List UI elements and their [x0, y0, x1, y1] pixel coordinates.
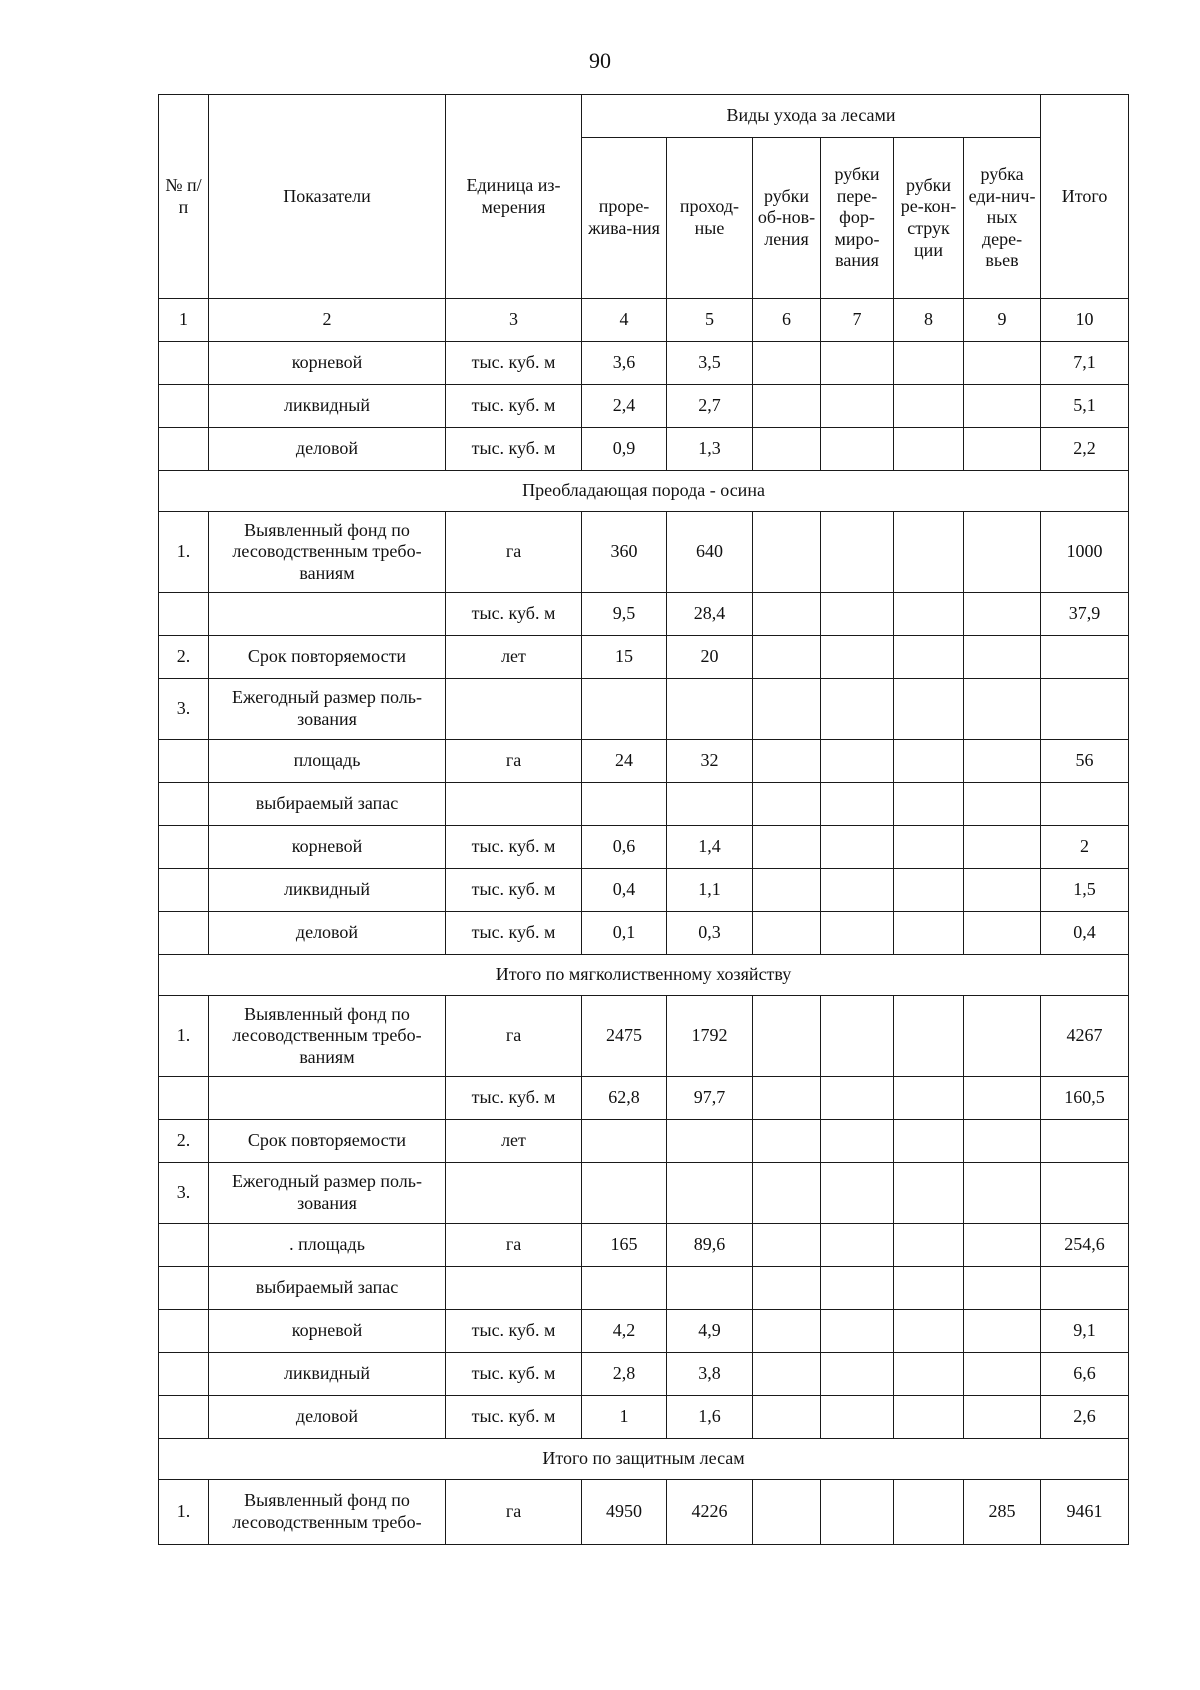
cell-total: 160,5	[1041, 1077, 1129, 1120]
row-num	[159, 912, 209, 955]
cell-single-trees	[964, 679, 1041, 740]
row-num	[159, 826, 209, 869]
cell-single-trees	[964, 1310, 1041, 1353]
cell-reformation	[821, 679, 894, 740]
cell-renewal	[753, 593, 821, 636]
row-indicator: деловой	[209, 912, 446, 955]
cell-reconstruction	[894, 1224, 964, 1267]
row-num	[159, 1077, 209, 1120]
cell-renewal	[753, 385, 821, 428]
cell-total: 1,5	[1041, 869, 1129, 912]
table-row	[159, 1480, 1129, 1545]
page-number: 90	[589, 48, 611, 73]
section-row	[159, 471, 1129, 512]
cell-renewal	[753, 1120, 821, 1163]
cell-reconstruction	[894, 1163, 964, 1224]
row-indicator: корневой	[209, 826, 446, 869]
cell-passage: 32	[667, 740, 753, 783]
header-care-types: Виды ухода за лесами	[582, 95, 1041, 138]
table-body	[159, 299, 1129, 1545]
cell-single-trees	[964, 1353, 1041, 1396]
cell-passage: 1792	[667, 996, 753, 1077]
cell-reformation	[821, 512, 894, 593]
cell-single-trees	[964, 912, 1041, 955]
cell-single-trees	[964, 428, 1041, 471]
header-thinning: проре-жива-ния	[582, 138, 667, 299]
cell-reformation	[821, 1120, 894, 1163]
column-number: 3	[446, 299, 582, 342]
table-row	[159, 826, 1129, 869]
cell-renewal	[753, 342, 821, 385]
row-unit: тыс. куб. м	[446, 593, 582, 636]
cell-thinning: 0,4	[582, 869, 667, 912]
cell-total: 7,1	[1041, 342, 1129, 385]
cell-total	[1041, 1163, 1129, 1224]
cell-thinning: 360	[582, 512, 667, 593]
cell-thinning: 0,6	[582, 826, 667, 869]
table-row	[159, 1224, 1129, 1267]
row-num	[159, 1224, 209, 1267]
cell-thinning: 9,5	[582, 593, 667, 636]
cell-reformation	[821, 385, 894, 428]
row-unit: тыс. куб. м	[446, 1077, 582, 1120]
cell-thinning: 2,8	[582, 1353, 667, 1396]
row-num: 2.	[159, 1120, 209, 1163]
cell-reconstruction	[894, 1480, 964, 1545]
cell-reformation	[821, 869, 894, 912]
cell-passage: 640	[667, 512, 753, 593]
cell-total: 6,6	[1041, 1353, 1129, 1396]
cell-passage: 4226	[667, 1480, 753, 1545]
cell-thinning: 0,1	[582, 912, 667, 955]
table-row	[159, 1120, 1129, 1163]
row-unit: тыс. куб. м	[446, 912, 582, 955]
cell-renewal	[753, 1163, 821, 1224]
cell-thinning: 62,8	[582, 1077, 667, 1120]
cell-total: 9,1	[1041, 1310, 1129, 1353]
table-row	[159, 636, 1129, 679]
cell-passage: 2,7	[667, 385, 753, 428]
row-num	[159, 1396, 209, 1439]
table-row	[159, 1077, 1129, 1120]
cell-reconstruction	[894, 912, 964, 955]
row-indicator: Выявленный фонд по лесоводственным требо-ваниям	[209, 996, 446, 1077]
column-number: 8	[894, 299, 964, 342]
table-row	[159, 783, 1129, 826]
cell-passage: 1,6	[667, 1396, 753, 1439]
cell-reformation	[821, 428, 894, 471]
cell-reconstruction	[894, 385, 964, 428]
cell-total: 0,4	[1041, 912, 1129, 955]
column-number: 10	[1041, 299, 1129, 342]
cell-reconstruction	[894, 636, 964, 679]
cell-single-trees	[964, 740, 1041, 783]
cell-single-trees	[964, 1267, 1041, 1310]
cell-single-trees: 285	[964, 1480, 1041, 1545]
row-unit	[446, 783, 582, 826]
cell-passage	[667, 679, 753, 740]
table-row	[159, 512, 1129, 593]
header-unit: Единица из-мерения	[446, 95, 582, 299]
cell-thinning: 15	[582, 636, 667, 679]
cell-reformation	[821, 1224, 894, 1267]
cell-total	[1041, 1120, 1129, 1163]
table-row	[159, 428, 1129, 471]
cell-reconstruction	[894, 679, 964, 740]
cell-reconstruction	[894, 1077, 964, 1120]
cell-reconstruction	[894, 869, 964, 912]
cell-passage: 89,6	[667, 1224, 753, 1267]
cell-reformation	[821, 996, 894, 1077]
cell-reformation	[821, 1396, 894, 1439]
cell-passage	[667, 783, 753, 826]
cell-thinning	[582, 783, 667, 826]
table-row	[159, 342, 1129, 385]
column-number: 6	[753, 299, 821, 342]
table-row	[159, 996, 1129, 1077]
row-num: 3.	[159, 1163, 209, 1224]
cell-passage: 3,8	[667, 1353, 753, 1396]
row-indicator: ликвидный	[209, 1353, 446, 1396]
cell-renewal	[753, 1353, 821, 1396]
cell-thinning: 2,4	[582, 385, 667, 428]
row-indicator: Выявленный фонд по лесоводственным требо-	[209, 1480, 446, 1545]
row-unit: лет	[446, 636, 582, 679]
row-num	[159, 1353, 209, 1396]
column-numbers-row	[159, 299, 1129, 342]
cell-reformation	[821, 342, 894, 385]
cell-reconstruction	[894, 342, 964, 385]
cell-single-trees	[964, 1163, 1041, 1224]
cell-single-trees	[964, 996, 1041, 1077]
section-title: Итого по мягколиственному хозяйству	[159, 955, 1129, 996]
row-num	[159, 593, 209, 636]
row-indicator: деловой	[209, 1396, 446, 1439]
cell-thinning: 4950	[582, 1480, 667, 1545]
cell-single-trees	[964, 385, 1041, 428]
cell-renewal	[753, 512, 821, 593]
row-unit: тыс. куб. м	[446, 1310, 582, 1353]
column-number: 5	[667, 299, 753, 342]
cell-renewal	[753, 996, 821, 1077]
cell-passage: 1,3	[667, 428, 753, 471]
cell-thinning	[582, 1163, 667, 1224]
cell-single-trees	[964, 783, 1041, 826]
cell-reformation	[821, 1480, 894, 1545]
cell-renewal	[753, 1480, 821, 1545]
row-indicator: ликвидный	[209, 385, 446, 428]
row-unit	[446, 1267, 582, 1310]
row-indicator: Выявленный фонд по лесоводственным требо-ваниям	[209, 512, 446, 593]
cell-passage: 20	[667, 636, 753, 679]
cell-reformation	[821, 1310, 894, 1353]
cell-renewal	[753, 740, 821, 783]
table-row	[159, 1396, 1129, 1439]
table-row	[159, 740, 1129, 783]
cell-single-trees	[964, 1077, 1041, 1120]
column-number: 2	[209, 299, 446, 342]
forest-care-table	[158, 94, 1129, 1545]
cell-thinning	[582, 1120, 667, 1163]
row-unit	[446, 1163, 582, 1224]
cell-total	[1041, 636, 1129, 679]
cell-renewal	[753, 912, 821, 955]
cell-passage: 3,5	[667, 342, 753, 385]
row-indicator: корневой	[209, 342, 446, 385]
table-row	[159, 1163, 1129, 1224]
row-num	[159, 1267, 209, 1310]
cell-reformation	[821, 912, 894, 955]
cell-reformation	[821, 740, 894, 783]
cell-renewal	[753, 1077, 821, 1120]
table-row	[159, 385, 1129, 428]
row-num: 3.	[159, 679, 209, 740]
cell-renewal	[753, 783, 821, 826]
header-renewal: рубки об-нов-ления	[753, 138, 821, 299]
cell-reconstruction	[894, 1396, 964, 1439]
cell-single-trees	[964, 342, 1041, 385]
row-indicator: площадь	[209, 740, 446, 783]
row-indicator: выбираемый запас	[209, 783, 446, 826]
cell-renewal	[753, 1310, 821, 1353]
cell-thinning: 2475	[582, 996, 667, 1077]
row-indicator	[209, 1077, 446, 1120]
cell-renewal	[753, 428, 821, 471]
row-unit: га	[446, 996, 582, 1077]
section-row	[159, 1439, 1129, 1480]
row-num: 1.	[159, 1480, 209, 1545]
cell-passage: 1,4	[667, 826, 753, 869]
table-row	[159, 912, 1129, 955]
cell-reconstruction	[894, 428, 964, 471]
cell-single-trees	[964, 1120, 1041, 1163]
cell-reconstruction	[894, 1310, 964, 1353]
column-number: 4	[582, 299, 667, 342]
cell-single-trees	[964, 826, 1041, 869]
cell-reformation	[821, 1353, 894, 1396]
section-title: Итого по защитным лесам	[159, 1439, 1129, 1480]
row-unit: га	[446, 1224, 582, 1267]
table-row	[159, 1353, 1129, 1396]
header-reconstruction: рубки ре-кон-струк ции	[894, 138, 964, 299]
cell-reformation	[821, 636, 894, 679]
cell-reconstruction	[894, 1267, 964, 1310]
cell-reconstruction	[894, 783, 964, 826]
cell-reformation	[821, 593, 894, 636]
cell-passage	[667, 1267, 753, 1310]
row-num	[159, 385, 209, 428]
cell-renewal	[753, 826, 821, 869]
cell-renewal	[753, 1396, 821, 1439]
table-row	[159, 1310, 1129, 1353]
row-unit: тыс. куб. м	[446, 428, 582, 471]
row-indicator: Срок повторяемости	[209, 636, 446, 679]
row-unit: тыс. куб. м	[446, 385, 582, 428]
cell-thinning: 165	[582, 1224, 667, 1267]
section-row	[159, 955, 1129, 996]
cell-reconstruction	[894, 1120, 964, 1163]
cell-total: 2	[1041, 826, 1129, 869]
row-num	[159, 740, 209, 783]
cell-total: 9461	[1041, 1480, 1129, 1545]
cell-passage: 28,4	[667, 593, 753, 636]
cell-total: 254,6	[1041, 1224, 1129, 1267]
cell-total: 4267	[1041, 996, 1129, 1077]
cell-thinning: 24	[582, 740, 667, 783]
cell-reconstruction	[894, 1353, 964, 1396]
row-num	[159, 342, 209, 385]
cell-single-trees	[964, 1396, 1041, 1439]
row-indicator: ликвидный	[209, 869, 446, 912]
cell-renewal	[753, 869, 821, 912]
row-unit: га	[446, 740, 582, 783]
row-indicator: . площадь	[209, 1224, 446, 1267]
row-indicator: выбираемый запас	[209, 1267, 446, 1310]
table-row	[159, 869, 1129, 912]
row-unit	[446, 679, 582, 740]
cell-thinning	[582, 1267, 667, 1310]
header-num: № п/п	[159, 95, 209, 299]
cell-reconstruction	[894, 740, 964, 783]
section-title: Преобладающая порода - осина	[159, 471, 1129, 512]
cell-single-trees	[964, 512, 1041, 593]
cell-thinning: 0,9	[582, 428, 667, 471]
cell-total	[1041, 1267, 1129, 1310]
cell-reconstruction	[894, 826, 964, 869]
cell-total: 56	[1041, 740, 1129, 783]
cell-renewal	[753, 636, 821, 679]
table-row	[159, 593, 1129, 636]
cell-thinning	[582, 679, 667, 740]
row-num	[159, 1310, 209, 1353]
cell-reformation	[821, 1077, 894, 1120]
row-unit: тыс. куб. м	[446, 1353, 582, 1396]
row-unit: тыс. куб. м	[446, 342, 582, 385]
header-indicator: Показатели	[209, 95, 446, 299]
cell-total: 1000	[1041, 512, 1129, 593]
cell-thinning: 1	[582, 1396, 667, 1439]
row-indicator: Срок повторяемости	[209, 1120, 446, 1163]
cell-renewal	[753, 679, 821, 740]
cell-reformation	[821, 783, 894, 826]
cell-single-trees	[964, 593, 1041, 636]
row-num	[159, 428, 209, 471]
cell-reconstruction	[894, 996, 964, 1077]
row-num: 1.	[159, 996, 209, 1077]
row-unit: лет	[446, 1120, 582, 1163]
cell-reconstruction	[894, 593, 964, 636]
row-unit: га	[446, 1480, 582, 1545]
cell-passage: 1,1	[667, 869, 753, 912]
row-indicator: корневой	[209, 1310, 446, 1353]
cell-passage	[667, 1120, 753, 1163]
column-number: 1	[159, 299, 209, 342]
row-num	[159, 869, 209, 912]
cell-total: 37,9	[1041, 593, 1129, 636]
cell-total: 2,6	[1041, 1396, 1129, 1439]
row-indicator: Ежегодный размер поль-зования	[209, 1163, 446, 1224]
cell-reformation	[821, 826, 894, 869]
cell-passage: 4,9	[667, 1310, 753, 1353]
cell-thinning: 3,6	[582, 342, 667, 385]
header-total: Итого	[1041, 95, 1129, 299]
row-unit: тыс. куб. м	[446, 1396, 582, 1439]
cell-total	[1041, 679, 1129, 740]
table-row	[159, 1267, 1129, 1310]
row-indicator	[209, 593, 446, 636]
header-single-trees: рубка еди-нич-ных дере-вьев	[964, 138, 1041, 299]
row-indicator: деловой	[209, 428, 446, 471]
row-num	[159, 783, 209, 826]
cell-single-trees	[964, 636, 1041, 679]
cell-total: 5,1	[1041, 385, 1129, 428]
row-unit: тыс. куб. м	[446, 826, 582, 869]
column-number: 7	[821, 299, 894, 342]
cell-renewal	[753, 1224, 821, 1267]
cell-thinning: 4,2	[582, 1310, 667, 1353]
cell-reconstruction	[894, 512, 964, 593]
header-passage: проход-ные	[667, 138, 753, 299]
cell-single-trees	[964, 1224, 1041, 1267]
row-num: 2.	[159, 636, 209, 679]
row-indicator: Ежегодный размер поль-зования	[209, 679, 446, 740]
cell-reformation	[821, 1163, 894, 1224]
cell-passage	[667, 1163, 753, 1224]
table-row	[159, 679, 1129, 740]
cell-total: 2,2	[1041, 428, 1129, 471]
row-unit: тыс. куб. м	[446, 869, 582, 912]
row-num: 1.	[159, 512, 209, 593]
cell-renewal	[753, 1267, 821, 1310]
row-unit: га	[446, 512, 582, 593]
cell-passage: 97,7	[667, 1077, 753, 1120]
cell-passage: 0,3	[667, 912, 753, 955]
column-number: 9	[964, 299, 1041, 342]
header-reformation: рубки пере-фор-миро-вания	[821, 138, 894, 299]
cell-single-trees	[964, 869, 1041, 912]
cell-total	[1041, 783, 1129, 826]
cell-reformation	[821, 1267, 894, 1310]
